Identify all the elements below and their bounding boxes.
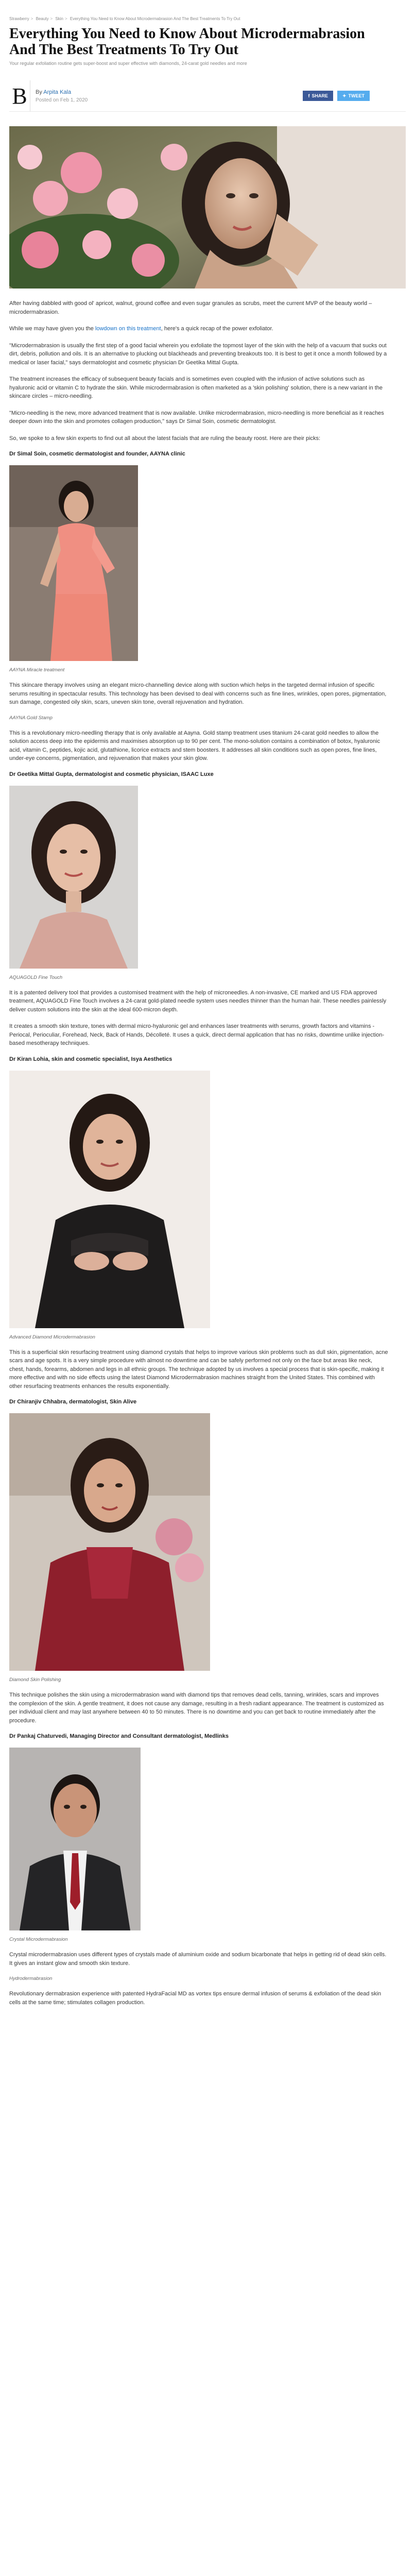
intro-paragraph-5: "Micro-needling is the new, more advanced treatment that is now available. Unlike microdermabrasion, micro-needling is more beneficial as it reaches deeper down into the skin and promotes collagen production," says Dr Simal Soin, cosmetic dermatologist.	[9, 410, 384, 425]
treatment-description: Revolutionary dermabrasion experience with patented HydraFacial MD as vortex tips ensure dermal infusion of serums & exfoliation of the dead skin cells at the same time; stimulates collagen production.	[9, 1991, 382, 2006]
lowdown-link[interactable]: lowdown on this treatment	[95, 326, 161, 332]
treatment-description: Crystal microdermabrasion uses different types of crystals made of aluminium oxide and sodium bicarbonate that helps in getting rid of dead skin cells. It gives an instant glow and smooth skin texture.	[9, 1952, 387, 1967]
treatment-description: This is a revolutionary micro-needling therapy that is only available at Aayna. Gold stamp treatment uses titanium 24-carat gold needles to allow the solution access deep into the epidermis and maximises absorption up to 90 per cent. The mono-solution contains a combination of botox, hyaluronic acid, vitamin C, peptides, kojic acid, glutathione, licorice extracts and stem boosters. It addresses all skin conditions such as open pores, fine lines, under-eye concerns, pigmentation, and rejuvenation that makes your skin glow.	[9, 730, 381, 761]
hero-image	[9, 126, 406, 289]
author-prefix: By	[36, 89, 42, 95]
treatment-caption: AQUAGOLD Fine Touch	[9, 974, 63, 980]
breadcrumb	[9, 16, 406, 23]
intro-paragraph-1: After having dabbled with good ol' apricot, walnut, ground coffee and even sugar granules as scrubs, meet the current MVP of the beauty world – microdermabrasion.	[9, 300, 372, 315]
expert-heading: Dr Chiranjiv Chhabra, dermatologist, Skin Alive	[9, 1399, 137, 1405]
expert-heading: Dr Geetika Mittal Gupta, dermatologist and cosmetic physician, ISAAC Luxe	[9, 771, 214, 777]
treatment-description: This skincare therapy involves using an elegant micro-channelling device along with suction which helps in the targeted dermal infusion of specific serums resulting in spectacular results. This technology has been devised to deal with concerns such as fine lines, wrinkles, open pores, pigmentation, sun damage, congested oily skin, scars, uneven skin tone, overall rejuvenation and hydration.	[9, 682, 387, 705]
breadcrumb-item-skin[interactable]: Skin	[55, 16, 63, 21]
treatment-description: It creates a smooth skin texture, tones with dermal micro-hyaluronic gel and enhances laser treatments with serums, growth factors and vitamins - Periocal, Perioculiar, Forehead, Neck, Back of Hands, Décolleté. It uses a quick, direct dermal application that has no risks, downtime unlike injection-based mesotherapy techniques.	[9, 1023, 385, 1046]
facebook-icon: f	[308, 93, 310, 98]
treatment-caption: AAYNA Miracle treatment	[9, 667, 65, 673]
byline	[9, 80, 406, 112]
treatment-description: This technique polishes the skin using a microdermabrasion wand with diamond tips that removes dead cells, tanning, wrinkles, scars and improves the complexion of the skin. A gentle treatment, it does not cause any damage, resulting in a fresh radiant appearance. The treatment is customized as per individual client and may last anywhere between 40 to 50 minutes. There is no downtime and you can get back to routine immediately after the procedure.	[9, 1692, 384, 1724]
article-page	[9, 0, 406, 2007]
author-line	[36, 89, 303, 95]
expert-heading: Dr Kiran Lohia, skin and cosmetic specialist, Isya Aesthetics	[9, 1056, 172, 1062]
intro-paragraph-4: The treatment increases the efficacy of subsequent beauty facials and is sometimes even coupled with the infusion of active solutions such as hyaluronic acid or vitamin C to hydrate the skin. While microdermabrasion is often marketed as a 'skin polishing' solution, there is a new variant in the skincare circles – micro-needling.	[9, 376, 383, 399]
brand-logo[interactable]: B	[9, 80, 30, 111]
expert-photo-kiran-lohia	[9, 1071, 210, 1328]
facebook-share-label: SHARE	[312, 93, 328, 98]
twitter-share-label: TWEET	[348, 93, 365, 98]
author-link[interactable]: Arpita Kala	[43, 89, 72, 95]
twitter-icon: ✦	[342, 93, 347, 98]
breadcrumb-separator: >	[50, 16, 53, 21]
article-standfirst: Your regular exfoliation routine gets super-boost and super effective with diamonds, 24-carat gold needles and more	[9, 61, 247, 66]
intro-paragraph-2: While we may have given you the lowdown on this treatment, here's a quick recap of the power exfoliator.	[9, 326, 273, 332]
expert-photo-pankaj-chaturvedi	[9, 1748, 141, 1930]
expert-photo-simal-soin	[9, 465, 138, 661]
treatment-caption: Diamond Skin Polishing	[9, 1677, 61, 1683]
byline-meta	[36, 89, 303, 103]
treatment-description: This is a superficial skin resurfacing treatment using diamond crystals that helps to improve various skin problems such as dull skin, pigmentation, acne scars and age spots. It is a very simple procedure with almost no downtime and can be safely performed not only on the face but areas like neck, chest, hands, forearms, abdomen and legs in all ethnic groups. The technique adopted by us involves a special process that is skin-specific, making it more effective and with no side effects using the latest Diamond Microdermabrasion machines straight from the United States. This combined with other resurfacing treatments enhances the results exponentially.	[9, 1349, 388, 1389]
breadcrumb-separator: >	[30, 16, 33, 21]
breadcrumb-item-home[interactable]: Strawberry	[9, 16, 29, 21]
expert-photo-geetika-mittal-gupta	[9, 786, 138, 969]
breadcrumb-separator: >	[64, 16, 67, 21]
intro-paragraph-3: "Microdermabrasion is usually the first step of a good facial wherein you exfoliate the topmost layer of the skin with the help of a vacuum that sucks out dirt, debris, pollution and oils. It is an alternative to plucking out blackheads and preventing breakouts too. It is best to get it once a month followed by a medical or laser facial," says dermatologist and cosmetic physician Dr Geetika Mittal Gupta.	[9, 342, 387, 366]
twitter-share-button[interactable]	[337, 91, 370, 101]
share-buttons	[303, 91, 370, 101]
page-title: Everything You Need to Know About Microdermabrasion And The Best Treatments To Try Out	[9, 26, 365, 58]
intro-paragraph-6: So, we spoke to a few skin experts to find out all about the latest facials that are ruling the beauty roost. Here are their picks:	[9, 435, 321, 442]
breadcrumb-item-beauty[interactable]: Beauty	[36, 16, 49, 21]
expert-photo-chiranjiv-chhabra	[9, 1413, 210, 1671]
breadcrumb-item-current: Everything You Need to Know About Microdermabrasion And The Best Treatments To Try Out	[70, 16, 240, 21]
treatment-description: It is a patented delivery tool that provides a customised treatment with the help of microneedles. A non-invasive, CE marked and US FDA approved treatment, AQUAGOLD Fine Touch involves a 24-carat gold-plated needle system uses needles thinner than the human hair. These needles painlessly deliver custom solutions into the skin at the ideal 600-micron depth.	[9, 989, 387, 1013]
post-date: Posted on Feb 1, 2020	[36, 97, 88, 103]
expert-heading: Dr Pankaj Chaturvedi, Managing Director and Consultant dermatologist, Medlinks	[9, 1733, 229, 1739]
treatment-caption: Hydrodermabrasion	[9, 1976, 53, 1981]
treatment-caption: Crystal Microdermabrasion	[9, 1937, 68, 1942]
facebook-share-button[interactable]	[303, 91, 333, 101]
expert-heading: Dr Simal Soin, cosmetic dermatologist and founder, AAYNA clinic	[9, 451, 185, 457]
treatment-caption: Advanced Diamond Microdermabrasion	[9, 1334, 95, 1340]
treatment-caption: AAYNA Gold Stamp	[9, 715, 53, 721]
